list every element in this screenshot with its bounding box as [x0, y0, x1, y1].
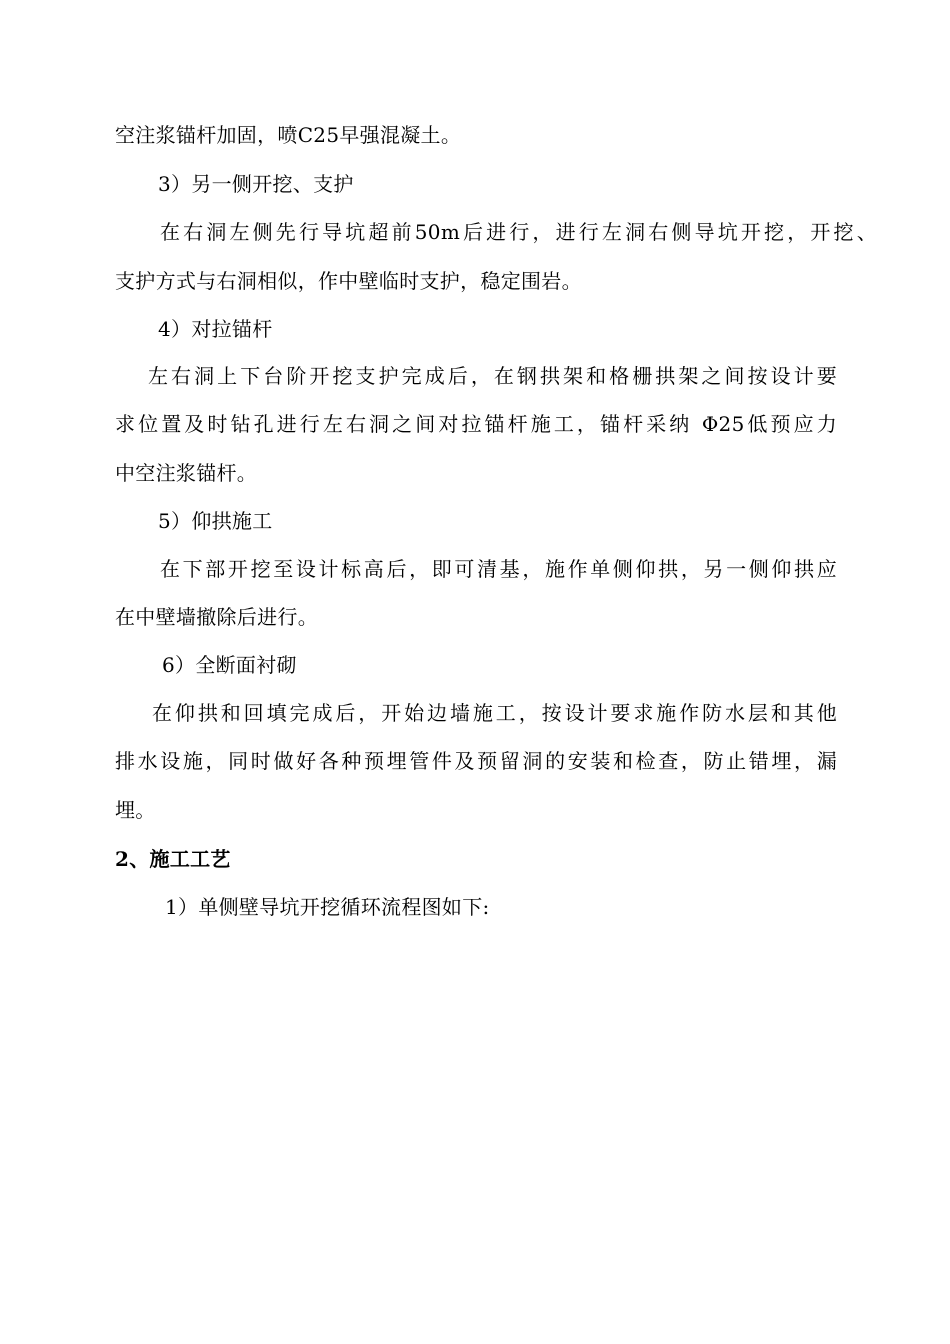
paragraph-line: 在中壁墙撤除后进行。 — [115, 605, 318, 629]
paragraph-line: 排水设施，同时做好各种预埋管件及预留洞的安装和检查，防止错埋，漏 — [115, 749, 837, 773]
paragraph-line: 空注浆锚杆加固，喷C25早强混凝土。 — [115, 123, 462, 147]
paragraph-line: 左右洞上下台阶开挖支护完成后，在钢拱架和格栅拱架之间按设计要 — [148, 364, 837, 388]
paragraph-line: 支护方式与右洞相似，作中壁临时支护，稳定围岩。 — [115, 269, 582, 293]
paragraph-line: 在右洞左侧先行导坑超前50m后进行，进行左洞右侧导坑开挖，开挖、 — [160, 220, 877, 244]
paragraph-line: 中空注浆锚杆。 — [115, 461, 258, 485]
paragraph-line: 在下部开挖至设计标高后，即可清基，施作单侧仰拱，另一侧仰拱应 — [160, 557, 837, 581]
subheading-line: 6）全断面衬砌 — [162, 653, 297, 677]
subheading-line: 3）另一侧开挖、支护 — [158, 172, 354, 196]
paragraph-line: 埋。 — [115, 798, 156, 822]
subheading-line: 4）对拉锚杆 — [158, 317, 273, 341]
paragraph-line: 在仰拱和回填完成后，开始边墙施工，按设计要求施作防水层和其他 — [152, 701, 837, 725]
subheading-line: 1）单侧壁导坑开挖循环流程图如下: — [165, 895, 490, 919]
paragraph-line: 求位置及时钻孔进行左右洞之间对拉锚杆施工，锚杆采纳 Φ25低预应力 — [115, 412, 837, 436]
subheading-line: 5）仰拱施工 — [158, 509, 273, 533]
section-heading: 2、施工工艺 — [115, 847, 231, 871]
